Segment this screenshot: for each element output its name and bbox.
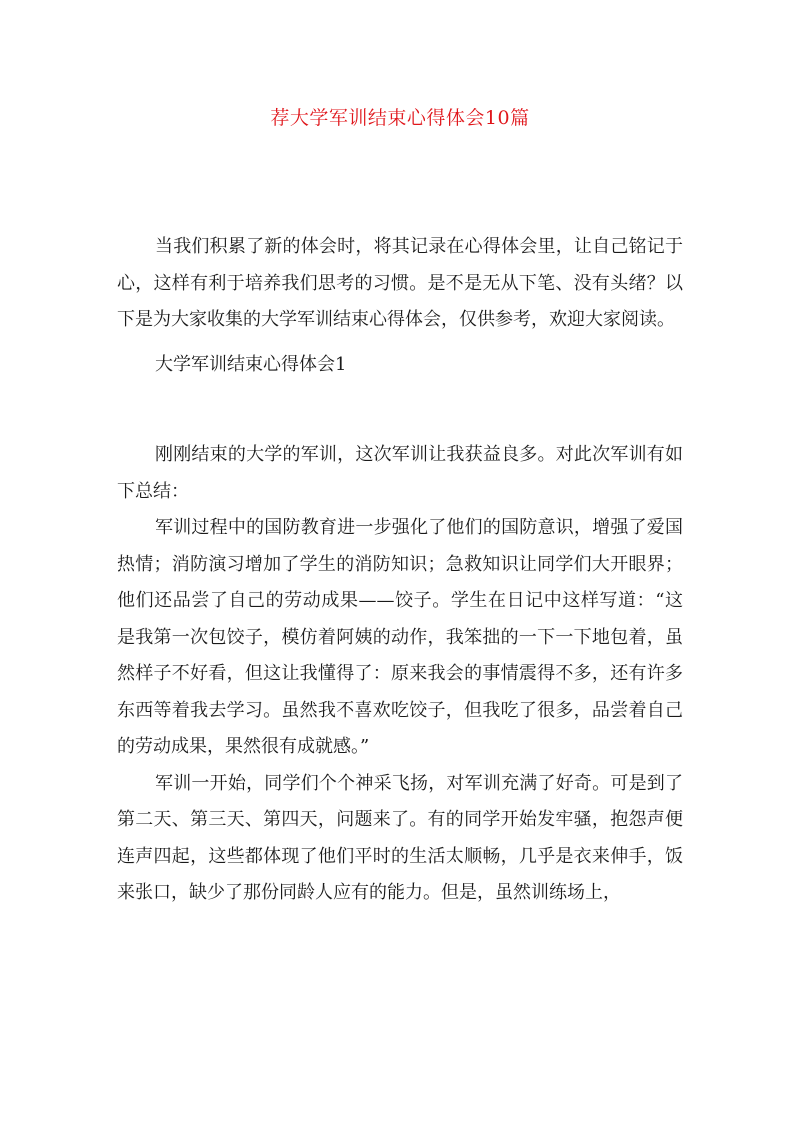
intro-paragraph: 当我们积累了新的体会时，将其记录在心得体会里，让自己铭记于心，这样有利于培养我们思考的习惯。是不是无从下笔、没有头绪？以下是为大家收集的大学军训结束心得体会，仅供参考，欢迎大家阅读。: [117, 236, 683, 330]
body-paragraph-3: 军训一开始，同学们个个神采飞扬，对军训充满了好奇。可是到了第二天、第三天、第四天，问题来了。有的同学开始发牢骚，抱怨声便连声四起，这些都体现了他们平时的生活太顺畅，几乎是衣来伸手，饭来张口，缺少了那份同龄人应有的能力。但是，虽然训练场上，: [117, 772, 683, 903]
body-paragraph-1: 刚刚结束的大学的军训，这次军训让我获益良多。对此次军训有如下总结：: [117, 444, 683, 502]
document-body: [117, 229, 683, 912]
body-paragraph-2: 军训过程中的国防教育进一步强化了他们的国防意识，增强了爱国热情；消防演习增加了学生的消防知识；急救知识让同学们大开眼界；他们还品尝了自己的劳动成果——饺子。学生在日记中这样写道：“这是我第一次包饺子，模仿着阿姨的动作，我笨拙的一下一下地包着，虽然样子不好看，但这让我懂得了：原来我会的事情震得不多，还有许多东西等着我去学习。虽然我不喜欢吃饺子，但我吃了很多，品尝着自己的劳动成果，果然很有成就感。”: [117, 517, 683, 757]
document-title: 荐大学军训结束心得体会10篇: [270, 107, 530, 129]
section-heading: 大学军训结束心得体会1: [155, 353, 347, 375]
